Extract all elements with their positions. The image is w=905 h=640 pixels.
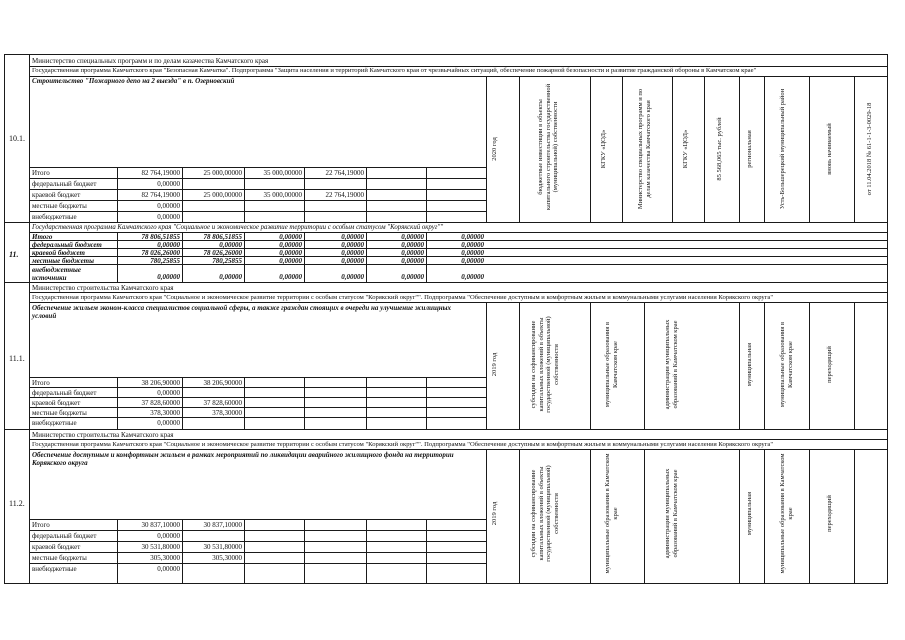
cell-value: 78 026,26000 [203, 249, 242, 257]
cell-value: 780,25855 [150, 257, 180, 265]
cell-value: 0,00000 [401, 273, 424, 281]
cell-value: 0,00000 [157, 532, 180, 540]
cell-value: 378,30000 [150, 409, 180, 417]
row-number: 10.1. [9, 134, 25, 143]
cell-value: 0,00000 [279, 241, 302, 249]
cell-value: 25 000,00000 [203, 169, 242, 177]
cell-value: 0,00000 [461, 273, 484, 281]
cell-value: 0,00000 [157, 419, 180, 427]
object-title: Обеспечение жильем эконом-класса специалистов социальной сферы, а также граждан стоящих в очереди на улучшение жилищных условий [32, 304, 452, 320]
row-label-total: Итого [32, 379, 50, 387]
cell-value: 0,00000 [401, 257, 424, 265]
col-expense-type: бюджетные инвестиции в объекты капитального строительства государственной (муниципальной) собственности [537, 83, 559, 211]
cell-value: 378,30000 [212, 409, 242, 417]
document-table [4, 54, 888, 584]
cell-value: 0,00000 [157, 565, 180, 573]
col-status: вновь начинаемый [826, 123, 833, 175]
col-administrator: администрации муниципальных образований в Камчатском крае [664, 319, 679, 410]
cell-value: 37 828,60000 [203, 399, 242, 407]
cell-value: 30 531,80000 [203, 543, 242, 551]
row-label-local: местные бюджеты [32, 202, 87, 210]
row-label-local: местные бюджеты [32, 257, 94, 265]
cell-value: 37 828,60000 [141, 399, 180, 407]
row-label-federal: федеральный бюджет [32, 532, 97, 540]
col-location: муниципальные образования в Камчатском крае [779, 453, 794, 574]
row-label-offbudget: внебюджетные [32, 565, 77, 573]
row-label-federal: федеральный бюджет [32, 389, 97, 397]
col-location: муниципальные образования в Камчатском крае [779, 321, 794, 408]
cell-value: 0,00000 [157, 389, 180, 397]
program-heading: Государственная программа Камчатского края "Социальное и экономическое развитие территории с особым статусом "Корякский округ"". Подпрограмма "Обеспечение доступным и комфортным жильем и коммунальными услугами населения Корякского округа" [32, 294, 774, 301]
col-year: 2019 год [491, 501, 498, 526]
cell-value: 35 000,00000 [263, 191, 302, 199]
col-ownership: региональная [746, 130, 753, 168]
cell-value: 82 764,19000 [141, 169, 180, 177]
row-label-offbudget: внебюджетные [32, 419, 77, 427]
cell-value: 0,00000 [461, 233, 484, 241]
cell-value: 0,00000 [341, 233, 364, 241]
cell-value: 22 764,19000 [325, 191, 364, 199]
cell-value: 38 206,90000 [203, 379, 242, 387]
object-title: Обеспечение доступным и комфортным жильем в рамках мероприятий по ликвидации аварийного жилищного фонда на территории Корякского округа [32, 451, 454, 467]
row-label-regional: краевой бюджет [32, 543, 81, 551]
row-label-local: местные бюджеты [32, 554, 87, 562]
cell-value: 0,00000 [219, 241, 242, 249]
col-ownership: муниципальная [746, 342, 753, 387]
cell-value: 0,00000 [157, 273, 180, 281]
cell-value: 78 806,51855 [203, 233, 242, 241]
col-ownership: муниципальная [746, 491, 753, 536]
cell-value: 78 026,26000 [141, 249, 180, 257]
row-label-offbudget: внебюджетные [32, 213, 77, 221]
cell-value: 30 837,10000 [203, 521, 242, 529]
cell-value: 0,00000 [219, 273, 242, 281]
cell-value: 0,00000 [401, 241, 424, 249]
ministry-heading: Министерство специальных программ и по делам казачества Камчатского края [32, 57, 269, 65]
cell-value: 0,00000 [401, 249, 424, 257]
row-label-offbudget: внебюджетные источники [32, 266, 81, 282]
cell-value: 30 837,10000 [141, 521, 180, 529]
col-expense-type: субсидии на софинансирование капитальных вложений в объекты государственной (муниципальной) собственности [530, 465, 560, 562]
cell-value: 25 000,00000 [203, 191, 242, 199]
col-customer: муниципальные образования в Камчатском крае [604, 321, 619, 408]
cell-value: 0,00000 [461, 241, 484, 249]
col-year: 2019 год [491, 352, 498, 377]
cell-value: 0,00000 [461, 257, 484, 265]
cell-value: 0,00000 [401, 233, 424, 241]
cell-value: 0,00000 [157, 213, 180, 221]
cell-value: 30 531,80000 [141, 543, 180, 551]
row-label-regional: краевой бюджет [32, 399, 81, 407]
cell-value: 0,00000 [279, 273, 302, 281]
object-title: Строительство "Пожарного депо на 2 выезда" в п. Озерновский [32, 77, 235, 85]
row-number: 11.1. [9, 354, 25, 363]
row-label-regional: краевой бюджет [32, 249, 85, 257]
col-expense-type: субсидии на софинансирование капитальных вложений в объекты государственной (муниципальной) собственности [530, 316, 560, 413]
cell-value: 0,00000 [279, 233, 302, 241]
col-administrator: Министерство специальных программ и по делам казачества Камчатского края [637, 88, 652, 210]
cell-value: 780,25855 [212, 257, 242, 265]
cell-value: 0,00000 [461, 249, 484, 257]
cell-value: 0,00000 [341, 241, 364, 249]
cell-value: 0,00000 [341, 249, 364, 257]
cell-value: 305,30000 [212, 554, 242, 562]
ministry-heading: Министерство строительства Камчатского края [32, 284, 174, 292]
row-number: 11. [9, 250, 19, 259]
cell-value: 0,00000 [279, 249, 302, 257]
program-heading: Государственная программа Камчатского края "Безопасная Камчатка". Подпрограмма "Защита населения и территорий Камчатского края от чрезвычайных ситуаций, обеспечение пожарной безопасности и развитие гражданской обороны в Камчатском крае" [32, 67, 757, 74]
col-customer: муниципальные образования в Камчатском крае [604, 453, 619, 574]
row-number: 11.2. [9, 499, 25, 508]
program-heading: Государственная программа Камчатского края "Социальное и экономическое развитие территории с особым статусом "Корякский округ"" [32, 224, 444, 231]
cell-value: 0,00000 [157, 180, 180, 188]
cell-value: 82 764,19000 [141, 191, 180, 199]
cell-value: 38 206,90000 [141, 379, 180, 387]
row-label-federal: федеральный бюджет [32, 241, 102, 249]
col-status: переходящий [826, 346, 833, 383]
row-label-federal: федеральный бюджет [32, 180, 97, 188]
col-customer: КГКУ «ЦОД» [600, 129, 607, 169]
col-developer: КГКУ «ЦОД» [682, 129, 689, 169]
cell-value: 78 806,51855 [141, 233, 180, 241]
cell-value: 0,00000 [279, 257, 302, 265]
cell-value: 305,30000 [150, 554, 180, 562]
cell-value: 0,00000 [157, 241, 180, 249]
cell-value: 35 000,00000 [263, 169, 302, 177]
col-year: 2020 год [491, 137, 498, 161]
cell-value: 0,00000 [341, 273, 364, 281]
col-estimated-cost: 85 568,065 тыс. рублей [716, 117, 723, 181]
row-label-local: местные бюджеты [32, 409, 87, 417]
cell-value: 0,00000 [341, 257, 364, 265]
ministry-heading: Министерство строительства Камчатского края [32, 431, 174, 439]
row-label-total: Итого [32, 233, 53, 241]
row-label-total: Итого [32, 169, 50, 177]
cell-value: 0,00000 [157, 202, 180, 210]
col-location: Усть-Большерецкий муниципальный район [779, 88, 786, 210]
col-administrator: администрации муниципальных образований в Камчатском крае [664, 468, 679, 559]
col-expertise: от 11.04.2018 № 61-1-1-3-0029-18 [866, 102, 873, 196]
program-heading: Государственная программа Камчатского края "Социальное и экономическое развитие территории с особым статусом "Корякский округ"". Подпрограмма "Обеспечение доступным и комфортным жильем и коммунальными услугами населения Корякского округа" [32, 441, 774, 448]
row-label-total: Итого [32, 521, 50, 529]
col-status: переходящий [826, 495, 833, 532]
row-label-regional: краевой бюджет [32, 191, 81, 199]
cell-value: 22 764,19000 [325, 169, 364, 177]
